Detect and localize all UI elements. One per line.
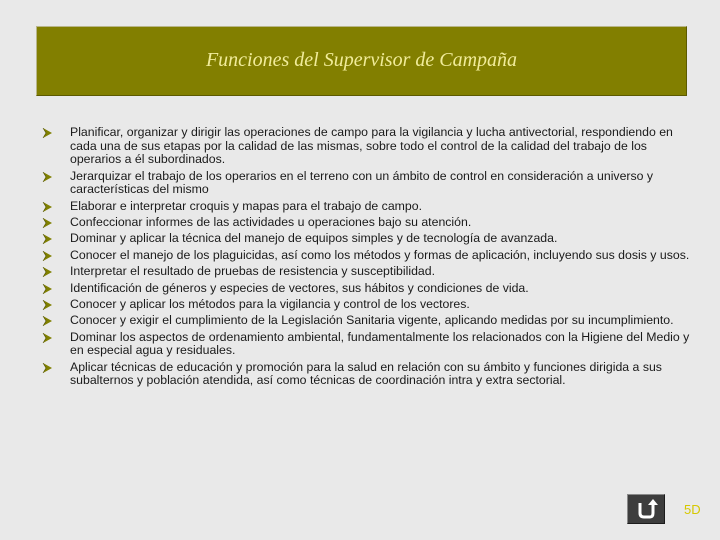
arrow-bullet-icon: [42, 333, 52, 343]
arrow-bullet-icon: [42, 218, 52, 228]
arrow-bullet-icon: [42, 234, 52, 244]
arrow-bullet-icon: [42, 363, 52, 373]
title-bar: [36, 26, 687, 96]
list-item: [40, 200, 690, 214]
arrow-bullet-icon: [42, 172, 52, 182]
list-item: [40, 361, 690, 388]
list-item: [40, 298, 690, 312]
list-item: [40, 126, 690, 167]
list-item-text: Interpretar el resultado de pruebas de resistencia y susceptibilidad.: [70, 264, 436, 279]
list-item: [40, 282, 690, 296]
list-item-text: Conocer y exigir el cumplimiento de la Legislación Sanitaria vigente, aplicando medidas por su incumplimiento.: [70, 313, 674, 328]
list-item-text: Aplicar técnicas de educación y promoción para la salud en relación con su ámbito y funciones dirigida a sus subalternos y población atendida, así como técnicas de coordinación intra y extra sectorial.: [70, 359, 662, 388]
list-item-text: Conocer y aplicar los métodos para la vigilancia y control de los vectores.: [70, 296, 470, 311]
arrow-bullet-icon: [42, 300, 52, 310]
list-item-text: Planificar, organizar y dirigir las operaciones de campo para la vigilancia y lucha antivectorial, respondiendo en cada una de sus etapas por la calidad de las mismas, sobre todo el control de la calidad del trabajo de los operarios a él subordinados.: [70, 125, 673, 167]
arrow-bullet-icon: [42, 251, 52, 261]
list-item-text: Dominar los aspectos de ordenamiento ambiental, fundamentalmente los relacionados con la Higiene del Medio y en especial agua y residuales.: [70, 329, 690, 358]
list-item: [40, 249, 690, 263]
list-item-text: Dominar y aplicar la técnica del manejo de equipos simples y de tecnología de avanzada.: [70, 231, 558, 246]
list-item: [40, 331, 690, 358]
arrow-bullet-icon: [42, 284, 52, 294]
list-item-text: Jerarquizar el trabajo de los operarios en el terreno con un ámbito de control en consideración a universo y características del mismo: [70, 168, 654, 197]
arrow-bullet-icon: [42, 128, 52, 138]
arrow-bullet-icon: [42, 267, 52, 277]
list-item: [40, 265, 690, 279]
list-item-text: Conocer el manejo de los plaguicidas, así como los métodos y formas de aplicación, incluyendo sus dosis y usos.: [70, 247, 690, 262]
list-item: [40, 232, 690, 246]
list-item-text: Confeccionar informes de las actividades u operaciones bajo su atención.: [70, 214, 472, 229]
list-item: [40, 170, 690, 197]
slide-title: Funciones del Supervisor de Campaña: [205, 48, 518, 71]
list-item-text: Identificación de géneros y especies de vectores, sus hábitos y condiciones de vida.: [70, 280, 529, 295]
arrow-bullet-icon: [42, 316, 52, 326]
return-button[interactable]: [627, 494, 665, 524]
slide-number: 5D: [684, 502, 701, 517]
list-item: [40, 216, 690, 230]
list-item: [40, 314, 690, 328]
return-arrow-icon: [634, 498, 658, 520]
arrow-bullet-icon: [42, 202, 52, 212]
list-item-text: Elaborar e interpretar croquis y mapas para el trabajo de campo.: [70, 198, 423, 213]
bullet-list: [40, 126, 690, 391]
